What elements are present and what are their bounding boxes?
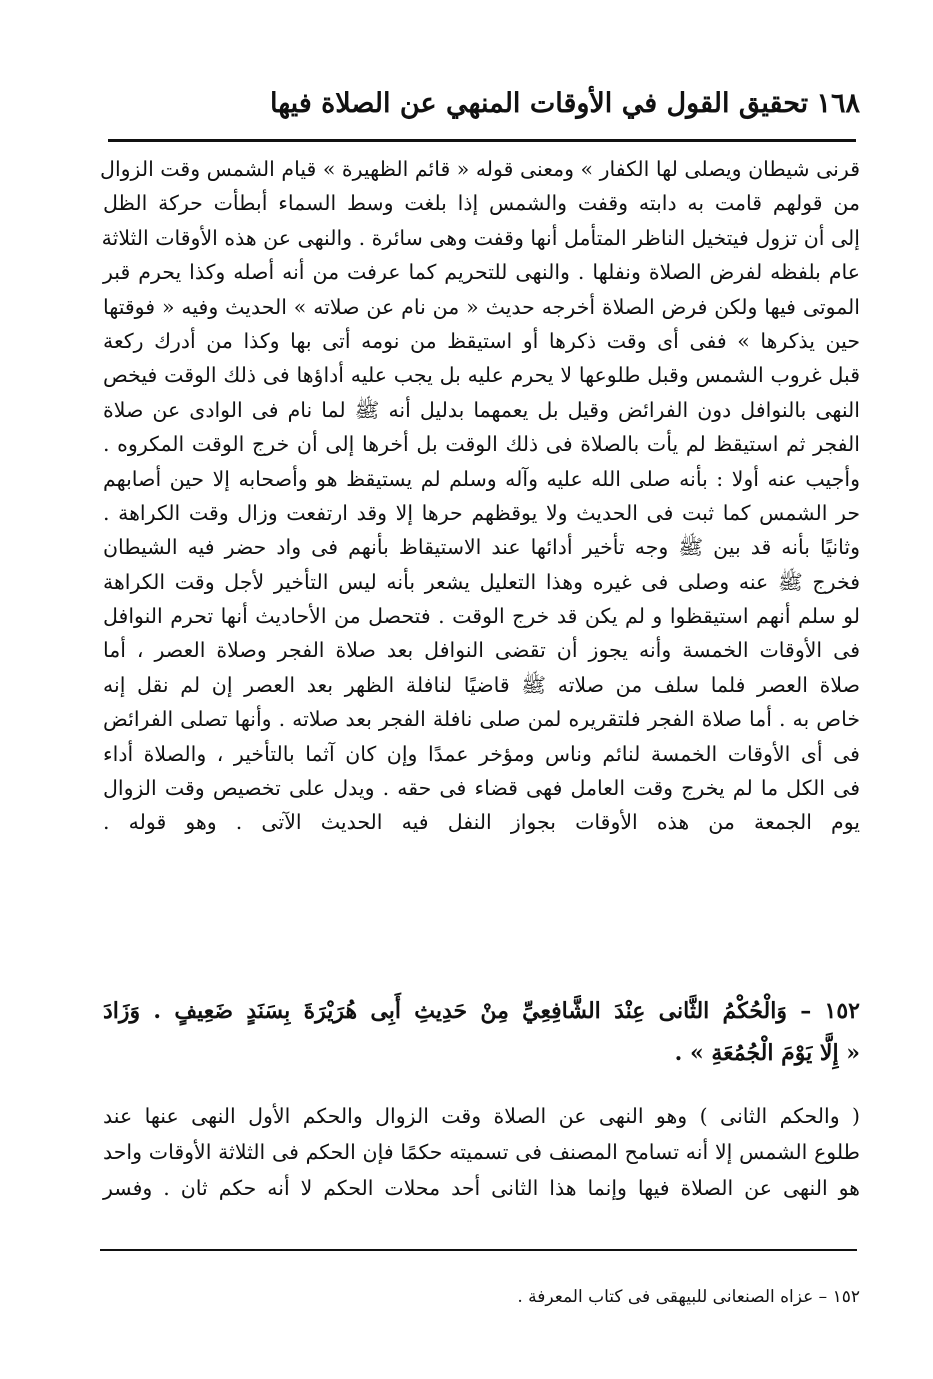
main-paragraph	[100, 152, 860, 840]
page-header	[100, 78, 860, 128]
text-line: حين يذكرها » ففى أى وقت ذكرها أو استيقظ من نومه أتى بها وكذا من أدرك ركعة	[103, 328, 860, 353]
text-line: فى الأوقات الخمسة وأنه يجوز أن تقضى النوافل بعد صلاة الفجر وصلاة العصر ، أما	[103, 638, 860, 663]
text-line: قرنى شيطان ويصلى لها الكفار » ومعنى قوله « قائم الظهيرة » قيام الشمس وقت الزوال	[100, 157, 860, 181]
text-line: إلى أن تزول فيتخيل الناظر المتأمل أنها وقفت وهى سائرة . والنهى عن هذه الأوقات الثلاثة	[101, 225, 860, 250]
text-line: حر الشمس كما ثبت فى الحديث ولا يوقظهم حرها إلا وقد ارتفعت وزال وقت الكراهة .	[103, 500, 860, 525]
running-title: تحقيق القول في الأوقات المنهي عن الصلاة فيها	[270, 87, 809, 119]
commentary-paragraph	[103, 1098, 860, 1206]
hadith-line: « إِلَّا يَوْمَ الْجُمُعَةِ » .	[674, 1040, 860, 1066]
text-line: يوم الجمعة من هذه الأوقات بجواز النفل فيه الحديث الآتى . وهو قوله .	[103, 810, 860, 835]
text-line: خاص به . أما صلاة الفجر فلتقريره لمن صلى نافلة الفجر بعد صلاته . وأنها تصلى الفرائض	[103, 707, 860, 732]
page-number: ١٦٨	[816, 87, 860, 119]
text-line: النهى بالنوافل دون الفرائض وقيل بل يعمهما بدليل أنه ﷺ لما نام فى الوادى عن صلاة	[103, 397, 860, 422]
text-line: ( والحكم الثانى ) وهو النهى عن الصلاة وقت الزوال والحكم الأول النهى عنها عند	[103, 1104, 860, 1128]
text-line: طلوع الشمس إلا أنه تسامح المصنف فى تسميته حكمًا فإن الحكم فى الثلاثة الأوقات واحد	[103, 1140, 860, 1164]
footnote-divider	[100, 1249, 857, 1251]
text-line: وثانيًا بأنه قد بين ﷺ وجه تأخير أدائها عند الاستيقاظ بأنهم فى واد حضر فيه الشيطان	[103, 535, 860, 560]
header-divider	[108, 139, 856, 142]
text-line: صلاة العصر فلما سلف من صلاته ﷺ قاضيًا لنافلة الظهر بعد العصر إن لم نقل إنه	[103, 672, 860, 697]
text-line: الموتى فيها ولكن فرض الصلاة أخرجه حديث « من نام عن صلاته » الحديث وفيه « فوقتها	[103, 294, 860, 319]
hadith-text	[103, 990, 860, 1074]
text-line: فخرج ﷺ عنه وصلى فى غيره وهذا التعليل يشعر بأنه ليس التأخير لأجل وقت الكراهة	[103, 569, 860, 594]
text-line: قبل غروب الشمس وقبل طلوعها لا يحرم عليه بل يجب عليه أداؤها فى ذلك الوقت فيخص	[103, 363, 860, 388]
text-line: فى أى الأوقات الخمسة لنائم وناس ومؤخر عمدًا وإن كان آثما بالتأخير ، والصلاة أداء	[103, 741, 860, 766]
text-line: عام بلفظه لفرض الصلاة ونفلها . والنهى للتحريم كما عرفت من أنه أصله وكذا يحرم قبر	[103, 260, 860, 285]
text-line: هو النهى عن الصلاة فيها وإنما هذا الثانى أحد محلات الحكم لا أنه حكم ثان . وفسر	[103, 1176, 860, 1200]
text-line: وأجيب عنه أولا : بأنه صلى الله عليه وآله وسلم لم يستيقظ هو وأصحابه إلا حين أصابهم	[103, 466, 860, 491]
hadith-line: ١٥٢ – وَالْحُكْمُ الثَّانى عِنْدَ الشَّافِعِيِّ مِنْ حَدِيثِ أَبِى هُرَيْرَةَ بِسَنَدٍ ضَعِيفٍ . وَزَادَ	[103, 998, 860, 1024]
footnote: ١٥٢ – عزاه الصنعانى للبيهقى فى كتاب المعرفة .	[517, 1287, 860, 1307]
text-line: من قولهم قامت به دابته وقفت والشمس إذا بلغت وسط السماء أبطأت حركة الظل	[103, 191, 860, 216]
text-line: فى الكل ما لم يخرج وقت العامل فهى قضاء فى حقه . ويدل على تخصيص وقت الزوال	[103, 776, 860, 801]
text-line: الفجر ثم استيقظ لم يأت بالصلاة فى ذلك الوقت بل أخرها إلى أن خرج الوقت المكروه .	[103, 432, 860, 457]
text-line: لو سلم أنهم استيقظوا و لم يكن قد خرج الوقت . فتحصل من الأحاديث أنها تحرم النوافل	[103, 604, 860, 629]
